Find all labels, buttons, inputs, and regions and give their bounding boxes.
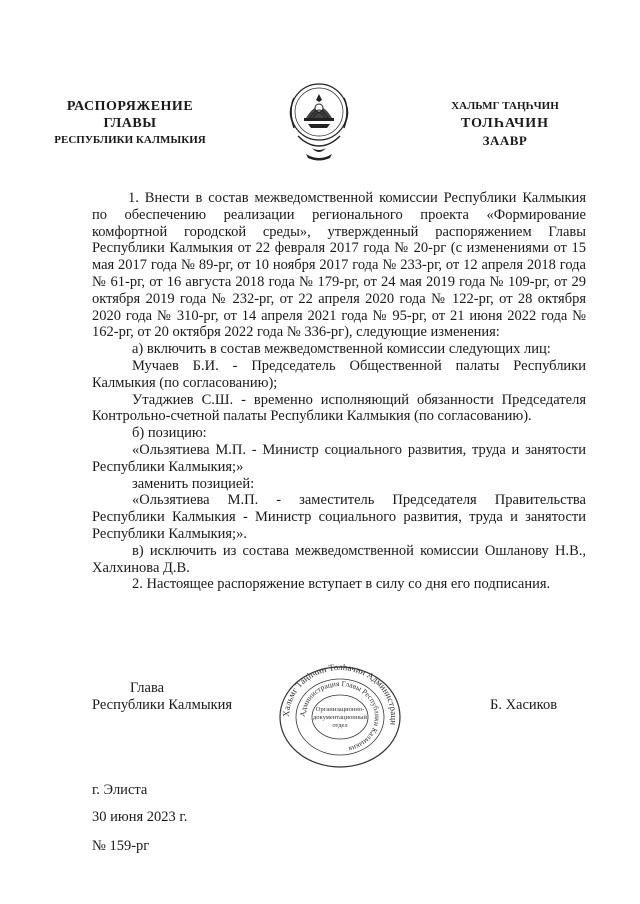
signatory-title-line2: Республики Калмыкия: [92, 697, 233, 713]
kalmyk-doc-type-title: ЗААВР: [482, 133, 528, 148]
stamp-center-line2: документационный: [312, 714, 368, 721]
stamp-center-line1: Организационно-: [315, 706, 365, 713]
header-right: [420, 98, 590, 149]
kalmyk-region-title: ХАЛЬМГ ТАҢҺЧИН: [451, 100, 559, 112]
paragraph-replace: заменить позицией:: [132, 475, 255, 492]
doc-authority-title: ГЛАВЫ: [103, 116, 157, 131]
paragraph-old-position: «Ользятиева М.П. - Министр социального развития, труда и занятости Республики Калмыкия;»: [92, 441, 586, 475]
date: 30 июня 2023 г.: [92, 809, 188, 825]
signatory-name: Б. Хасиков: [490, 697, 558, 713]
stamp-center-line3: отдел: [332, 722, 348, 729]
paragraph-new-position: «Ользятиева М.П. - заместитель Председателя Правительства Республики Калмыкия - Министр социального развития, труда и занятости Республики Калмыкия;».: [92, 492, 586, 542]
paragraph-2: 2. Настоящее распоряжение вступает в силу со дня его подписания.: [132, 576, 551, 593]
signatory-title-line1: Глава: [130, 680, 165, 696]
signatory-title: [92, 680, 232, 714]
city: г. Элиста: [92, 782, 148, 798]
stamp-inner-text: Администрация Главы Республики Калмыкия: [297, 678, 383, 754]
document-number: № 159-рг: [92, 838, 150, 854]
official-stamp: [275, 664, 405, 770]
doc-region-title: РЕСПУБЛИКИ КАЛМЫКИЯ: [54, 134, 206, 146]
kalmyk-authority-title: ТОЛҺАЧИН: [460, 116, 550, 131]
paragraph-1: 1. Внести в состав межведомственной комиссии Республики Калмыкия по обеспечению реализации регионального проекта «Формирование комфортной городской среды», утвержденный распоряжением Главы Республики Калмыкия от 22 февраля 2017 года № 20-рг (с изменениями от 15 мая 2017 года № 89-рг, от 10 ноября 2017 года № 233-рг, от 12 апреля 2018 года № 61-рг, от 16 августа 2018 года № 179-рг, от 24 мая 2019 года № 109-рг, от 29 октября 2019 года № 232-рг, от 22 апреля 2020 года № 122-рг, от 28 октября 2020 года № 310-рг, от 14 апреля 2021 года № 95-рг, от 21 июня 2022 года № 162-рг, от 20 октября 2022 года № 336-рг), следующие изменения:: [92, 190, 586, 341]
paragraph-position: б) позицию:: [132, 425, 207, 442]
stamp-outer-text: Хальмг Таңһчин Толһачин Администраци: [280, 664, 400, 726]
header-left: [30, 98, 230, 149]
doc-type-title: РАСПОРЯЖЕНИЕ: [66, 99, 194, 114]
document-body: [92, 190, 586, 593]
paragraph-utadzhiev: Утаджиев С.Ш. - временно исполняющий обязанности Председателя Контрольно-счетной палаты Республики Калмыкия (по согласованию).: [92, 391, 586, 425]
paragraph-exclude: в) исключить из состава межведомственной комиссии Ошланову Н.В., Халхинова Д.В.: [92, 542, 586, 576]
paragraph-muchaev: Мучаев Б.И. - Председатель Общественной палаты Республики Калмыкия (по согласованию);: [92, 357, 586, 391]
kalmykia-coat-of-arms-icon: [284, 74, 354, 164]
paragraph-include: а) включить в состав межведомственной комиссии следующих лиц:: [132, 341, 551, 358]
